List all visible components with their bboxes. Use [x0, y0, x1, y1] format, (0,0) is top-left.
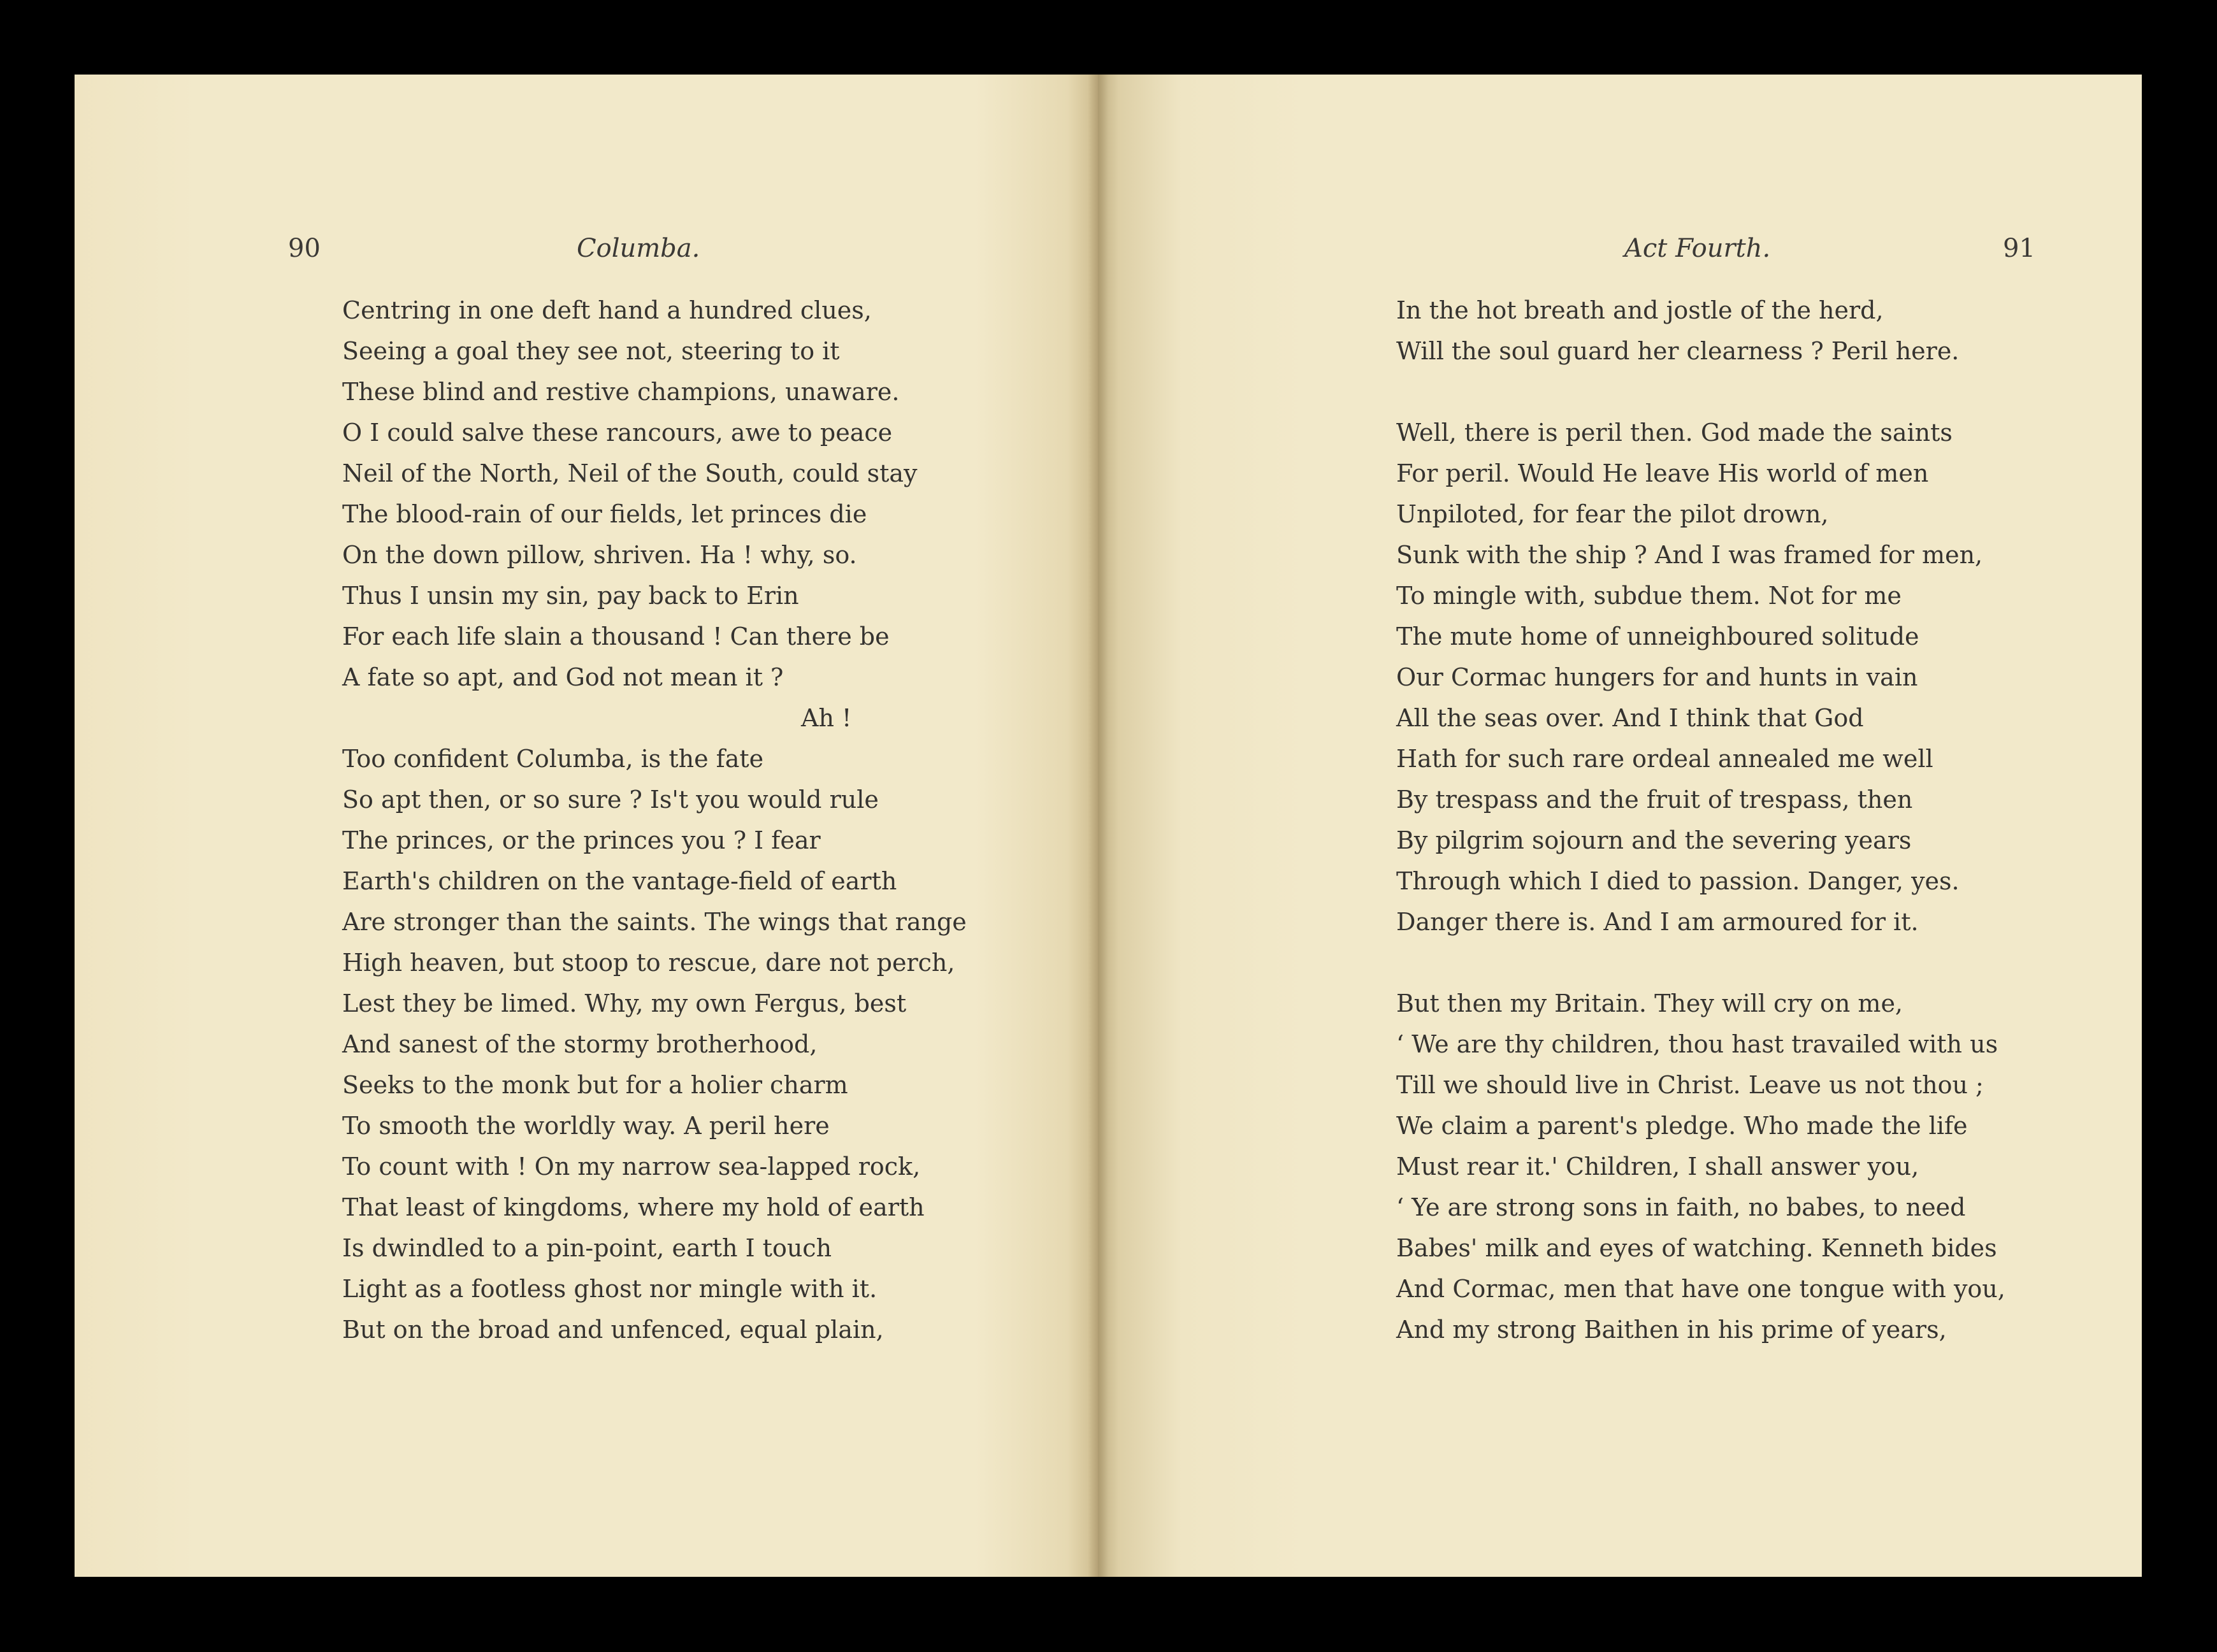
verse-line: Light as a footless ghost nor mingle with it.	[342, 1275, 877, 1303]
left-verse	[342, 290, 967, 1350]
verse-line: And sanest of the stormy brotherhood,	[342, 1030, 818, 1058]
verse-line: Neil of the North, Neil of the South, could stay	[342, 459, 918, 487]
verse-line: Seeing a goal they see not, steering to it	[342, 337, 840, 365]
book-spread	[75, 75, 2142, 1577]
verse-line: To count with ! On my narrow sea-lapped rock,	[342, 1153, 921, 1181]
left-page	[75, 75, 1098, 1577]
verse-line: ‘ Ye are strong sons in faith, no babes, to need	[1396, 1193, 1966, 1221]
verse-line: Babes' milk and eyes of watching. Kenneth bides	[1396, 1234, 1997, 1262]
verse-line: But then my Britain. They will cry on me,	[1396, 989, 1903, 1017]
right-page	[1098, 75, 2142, 1577]
page-number-left: 90	[288, 234, 321, 263]
verse-line: High heaven, but stoop to rescue, dare not perch,	[342, 949, 955, 977]
verse-line: And my strong Baithen in his prime of years,	[1396, 1316, 1947, 1344]
verse-line: We claim a parent's pledge. Who made the life	[1396, 1112, 1968, 1140]
verse-line: These blind and restive champions, unaware.	[342, 378, 900, 406]
verse-line: By pilgrim sojourn and the severing years	[1396, 826, 1912, 854]
verse-line: A fate so apt, and God not mean it ?	[342, 663, 784, 691]
verse-line: Thus I unsin my sin, pay back to Erin	[342, 582, 799, 610]
stanza-break	[1396, 942, 2005, 983]
verse-line: For each life slain a thousand ! Can there be	[342, 622, 890, 650]
right-verse	[1396, 290, 2005, 1350]
verse-line: The princes, or the princes you ? I fear	[342, 826, 821, 854]
verse-line-indented: Ah !	[801, 704, 852, 732]
verse-line: Through which I died to passion. Danger, yes.	[1396, 867, 1960, 895]
running-head-left: Columba.	[577, 234, 700, 263]
verse-line: Must rear it.' Children, I shall answer you,	[1396, 1153, 1919, 1181]
verse-line: But on the broad and unfenced, equal plain,	[342, 1316, 884, 1344]
verse-line: Are stronger than the saints. The wings that range	[342, 908, 967, 936]
verse-line: Danger there is. And I am armoured for it.	[1396, 908, 1919, 936]
verse-line: To mingle with, subdue them. Not for me	[1396, 582, 1902, 610]
verse-line: Will the soul guard her clearness ? Peril here.	[1396, 337, 1960, 365]
verse-line: Till we should live in Christ. Leave us not thou ;	[1396, 1071, 1984, 1099]
verse-line: ‘ We are thy children, thou hast travailed with us	[1396, 1030, 1998, 1058]
verse-line: To smooth the worldly way. A peril here	[342, 1112, 830, 1140]
page-number-right: 91	[2003, 234, 2035, 263]
verse-line: The mute home of unneighboured solitude	[1396, 622, 1919, 650]
verse-line: Earth's children on the vantage-field of earth	[342, 867, 897, 895]
verse-line: For peril. Would He leave His world of men	[1396, 459, 1929, 487]
verse-line: Lest they be limed. Why, my own Fergus, best	[342, 989, 907, 1017]
verse-line: And Cormac, men that have one tongue with you,	[1396, 1275, 2005, 1303]
verse-line: In the hot breath and jostle of the herd,	[1396, 296, 1884, 324]
verse-line: O I could salve these rancours, awe to peace	[342, 419, 893, 447]
verse-line: Seeks to the monk but for a holier charm	[342, 1071, 848, 1099]
verse-line: Is dwindled to a pin-point, earth I touch	[342, 1234, 832, 1262]
verse-line: On the down pillow, shriven. Ha ! why, so.	[342, 541, 857, 569]
verse-line: The blood-rain of our fields, let princes die	[342, 500, 867, 528]
verse-line: Sunk with the ship ? And I was framed for men,	[1396, 541, 1983, 569]
verse-line: Hath for such rare ordeal annealed me well	[1396, 745, 1933, 773]
verse-line: Our Cormac hungers for and hunts in vain	[1396, 663, 1918, 691]
running-head-right: Act Fourth.	[1624, 234, 1771, 263]
verse-line: By trespass and the fruit of trespass, then	[1396, 786, 1913, 814]
verse-line: Centring in one deft hand a hundred clues,	[342, 296, 872, 324]
verse-line: That least of kingdoms, where my hold of earth	[342, 1193, 925, 1221]
book-gutter	[1088, 75, 1108, 1577]
verse-line: So apt then, or so sure ? Is't you would rule	[342, 786, 879, 814]
stanza-break	[1396, 371, 2005, 412]
verse-line: Well, there is peril then. God made the saints	[1396, 419, 1953, 447]
verse-line: Unpiloted, for fear the pilot drown,	[1396, 500, 1829, 528]
verse-line: All the seas over. And I think that God	[1396, 704, 1864, 732]
verse-line: Too confident Columba, is the fate	[342, 745, 764, 773]
